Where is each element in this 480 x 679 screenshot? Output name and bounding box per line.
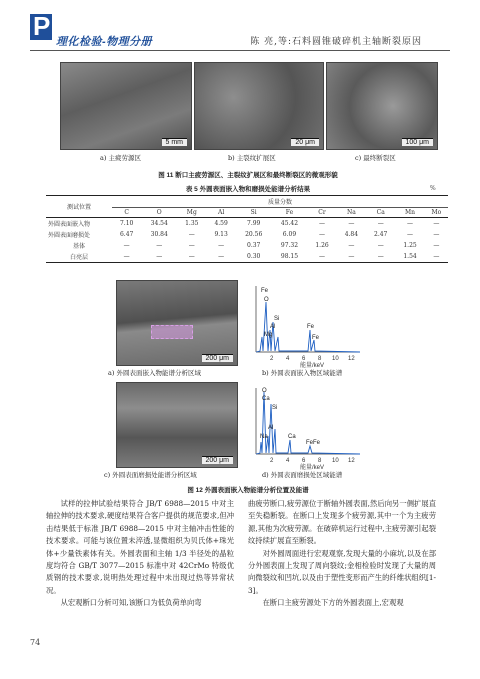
fig11c-label: c) 最终断裂区 — [355, 154, 396, 162]
fig11b-label: b) 主裂纹扩展区 — [228, 154, 276, 162]
eds-selection-region — [151, 325, 193, 339]
sem-image-fatigue-source — [60, 62, 192, 150]
peak-label: Ca — [262, 396, 270, 402]
col-header: Na — [346, 209, 356, 216]
x-tick: 4 — [286, 458, 290, 464]
paragraph: 对外圆周面进行宏观观察,发现大量的小麻坑,以及在部分外圆表面上发现了周向裂纹;金相检验时发现了大量的周向微裂纹和凹坑,以及由于塑性变形而产生的纤维状组织[1-3]。 — [248, 548, 436, 595]
col-header: Ca — [376, 209, 385, 216]
cell: 7.99 — [247, 220, 261, 227]
table-row — [46, 240, 448, 251]
x-tick: 8 — [318, 458, 322, 464]
cell: — — [319, 253, 326, 260]
x-tick: 6 — [302, 356, 306, 362]
eds-spectrum-wear — [248, 384, 368, 470]
table5-position-header: 测试位置 — [66, 204, 91, 211]
x-tick: 6 — [302, 458, 306, 464]
x-tick: 10 — [332, 356, 339, 362]
sem-image-final-fracture — [326, 62, 438, 150]
col-header: Mg — [186, 209, 197, 216]
cell: — — [319, 231, 326, 238]
scale-bar: 200 μm — [202, 354, 234, 362]
cell: 97.32 — [280, 242, 299, 249]
cell: 4.59 — [214, 220, 228, 227]
table5-group-header: 质量分数 — [112, 196, 448, 208]
scale-bar: 20 μm — [291, 138, 319, 146]
cell: 98.15 — [280, 253, 299, 260]
cell: — — [433, 253, 440, 260]
cell: — — [348, 242, 355, 249]
table5-caption: 表 5 外圆表面嵌入物和磨损处能谱分析结果 — [185, 186, 311, 193]
cell: 6.47 — [119, 231, 134, 238]
cell: 45.42 — [280, 220, 299, 227]
col-header: Al — [217, 209, 225, 216]
peak-label: Al — [268, 425, 274, 431]
col-header: Cr — [318, 209, 326, 216]
cell: 34.54 — [150, 220, 168, 227]
x-tick: 2 — [270, 356, 274, 362]
cell: — — [156, 253, 163, 260]
cell: — — [377, 220, 384, 227]
x-axis-label: 能量/keV — [300, 363, 325, 368]
table-row — [46, 218, 448, 230]
row-label: 外圆表面嵌入物 — [48, 221, 91, 228]
header-rule — [30, 50, 450, 51]
col-header: Fe — [285, 209, 294, 216]
paragraph: 曲疲劳断口,疲劳源位于断轴外圆表面,然后向另一侧扩展直至失稳断裂。在断口上发现多个疲劳源,其中一个为主疲劳源,其他为次疲劳源。在破碎机运行过程中,主疲劳源引起裂纹持续扩展直至断裂。 — [248, 499, 436, 546]
table5-unit: % — [430, 185, 436, 192]
cell: — — [218, 242, 225, 249]
cell: — — [377, 253, 384, 260]
journal-logo-mark: P — [33, 11, 51, 41]
peak-label: O — [262, 388, 267, 394]
cell: — — [348, 253, 355, 260]
x-tick: 12 — [348, 356, 355, 362]
cell: 1.25 — [403, 242, 417, 249]
cell: — — [377, 242, 384, 249]
table5 — [46, 195, 448, 263]
sem-image-wear-area — [116, 382, 238, 468]
cell: — — [123, 242, 130, 249]
peak-label: Na — [260, 434, 268, 440]
table-row — [46, 251, 448, 263]
cell: 0.37 — [247, 242, 261, 249]
scale-bar: 100 μm — [402, 138, 434, 146]
peak-label: Fe — [307, 324, 315, 330]
col-header: Mo — [431, 209, 442, 216]
peak-label: Si — [274, 316, 280, 322]
peak-label: FeFe — [306, 440, 321, 446]
page-number: 74 — [30, 638, 41, 647]
peak-label: O — [264, 297, 269, 303]
cell: — — [433, 220, 440, 227]
col-header: Mn — [405, 209, 416, 216]
cell: 7.10 — [119, 220, 134, 227]
right-column — [248, 498, 436, 610]
fig12-caption: 图 12 外圆表面嵌入物能谱分析位置及能谱 — [187, 487, 309, 494]
paragraph: 试样的拉伸试验结果符合 JB/T 6988—2015 中对主轴拉伸的技术要求,硬度结果符合客户提供的规范要求,但冲击结果低于标准 JB/T 6988—2015 中对主轴冲击性能的技术要求。可能与该位置未淬透,显微组织为贝氏体+珠光体+少量铁素体有关。外圆表面和主轴 1/3 半径处的晶粒度均符合 GB/T 3077—2015 标准中对 42CrMo 特级优质钢的技术要求,说明热处理过程中未出现过热等异常状况。 — [46, 499, 234, 595]
paragraph: 在断口主疲劳源处下方的外圆表面上,宏观观 — [262, 598, 404, 608]
left-column — [46, 498, 234, 610]
journal-title: 理化检验-物理分册 — [56, 36, 153, 48]
fig12a-label: a) 外圆表面嵌入物能谱分析区域 — [108, 369, 201, 377]
eds-spectrum-inclusion — [248, 282, 368, 368]
cell: 0.30 — [247, 253, 261, 260]
col-header: O — [156, 209, 162, 216]
x-tick: 4 — [286, 356, 290, 362]
row-label: 外圆表面磨损处 — [48, 232, 91, 239]
col-header: C — [124, 209, 129, 216]
cell: — — [433, 242, 440, 249]
table-row — [46, 229, 448, 240]
running-head: 陈 亮,等:石料圆锥破碎机主轴断裂原因 — [250, 37, 422, 47]
cell: — — [407, 220, 414, 227]
x-tick: 12 — [348, 458, 355, 464]
cell: — — [188, 242, 195, 249]
cell: 1.26 — [315, 242, 329, 249]
fig12c-label: c) 外圆表面磨损处能谱分析区域 — [104, 471, 197, 479]
cell: 1.54 — [403, 253, 417, 260]
cell: — — [433, 231, 440, 238]
fig11a-label: a) 主疲劳源区 — [100, 154, 141, 162]
cell: — — [188, 231, 195, 238]
sem-image-inclusion-area — [116, 280, 238, 366]
fig12b-label: b) 外圆表面嵌入物区域能谱 — [262, 369, 343, 377]
x-tick: 10 — [332, 458, 339, 464]
peak-label: Ca — [288, 434, 296, 440]
x-tick: 2 — [270, 458, 274, 464]
peak-label: Al — [270, 324, 276, 330]
x-tick: 8 — [318, 356, 322, 362]
cell: — — [319, 220, 326, 227]
cell: 6.09 — [282, 231, 297, 238]
peak-label: Mg — [264, 332, 273, 338]
cell: — — [123, 253, 130, 260]
fig11-caption: 图 11 断口主疲劳源区、主裂纹扩展区和最终断裂区的微观形貌 — [158, 172, 338, 179]
cell: 4.84 — [344, 231, 359, 238]
cell: — — [156, 242, 163, 249]
cell: — — [218, 253, 225, 260]
cell: — — [188, 253, 195, 260]
row-label: 基体 — [72, 243, 85, 250]
cell: — — [407, 231, 414, 238]
peak-label: Fe — [312, 335, 320, 341]
cell: 9.13 — [214, 231, 228, 238]
fig12d-label: d) 外圆表面磨损处区域能谱 — [262, 471, 343, 479]
peak-label: Fe — [261, 288, 269, 294]
cell: 20.56 — [245, 231, 263, 238]
sem-image-crack-propagation — [194, 62, 324, 150]
col-header: Si — [250, 209, 257, 216]
scale-bar: 200 μm — [202, 456, 234, 464]
cell: — — [348, 220, 355, 227]
peak-label: Si — [272, 405, 278, 411]
cell: 1.35 — [185, 220, 199, 227]
scale-bar: 5 mm — [162, 138, 188, 146]
row-label: 白亮层 — [69, 254, 88, 261]
cell: 2.47 — [374, 231, 388, 238]
paragraph: 从宏观断口分析可知,该断口为低负荷单向弯 — [60, 598, 202, 608]
table5-container — [46, 195, 448, 263]
x-axis-label: 能量/keV — [300, 465, 325, 470]
cell: 30.84 — [150, 231, 168, 238]
